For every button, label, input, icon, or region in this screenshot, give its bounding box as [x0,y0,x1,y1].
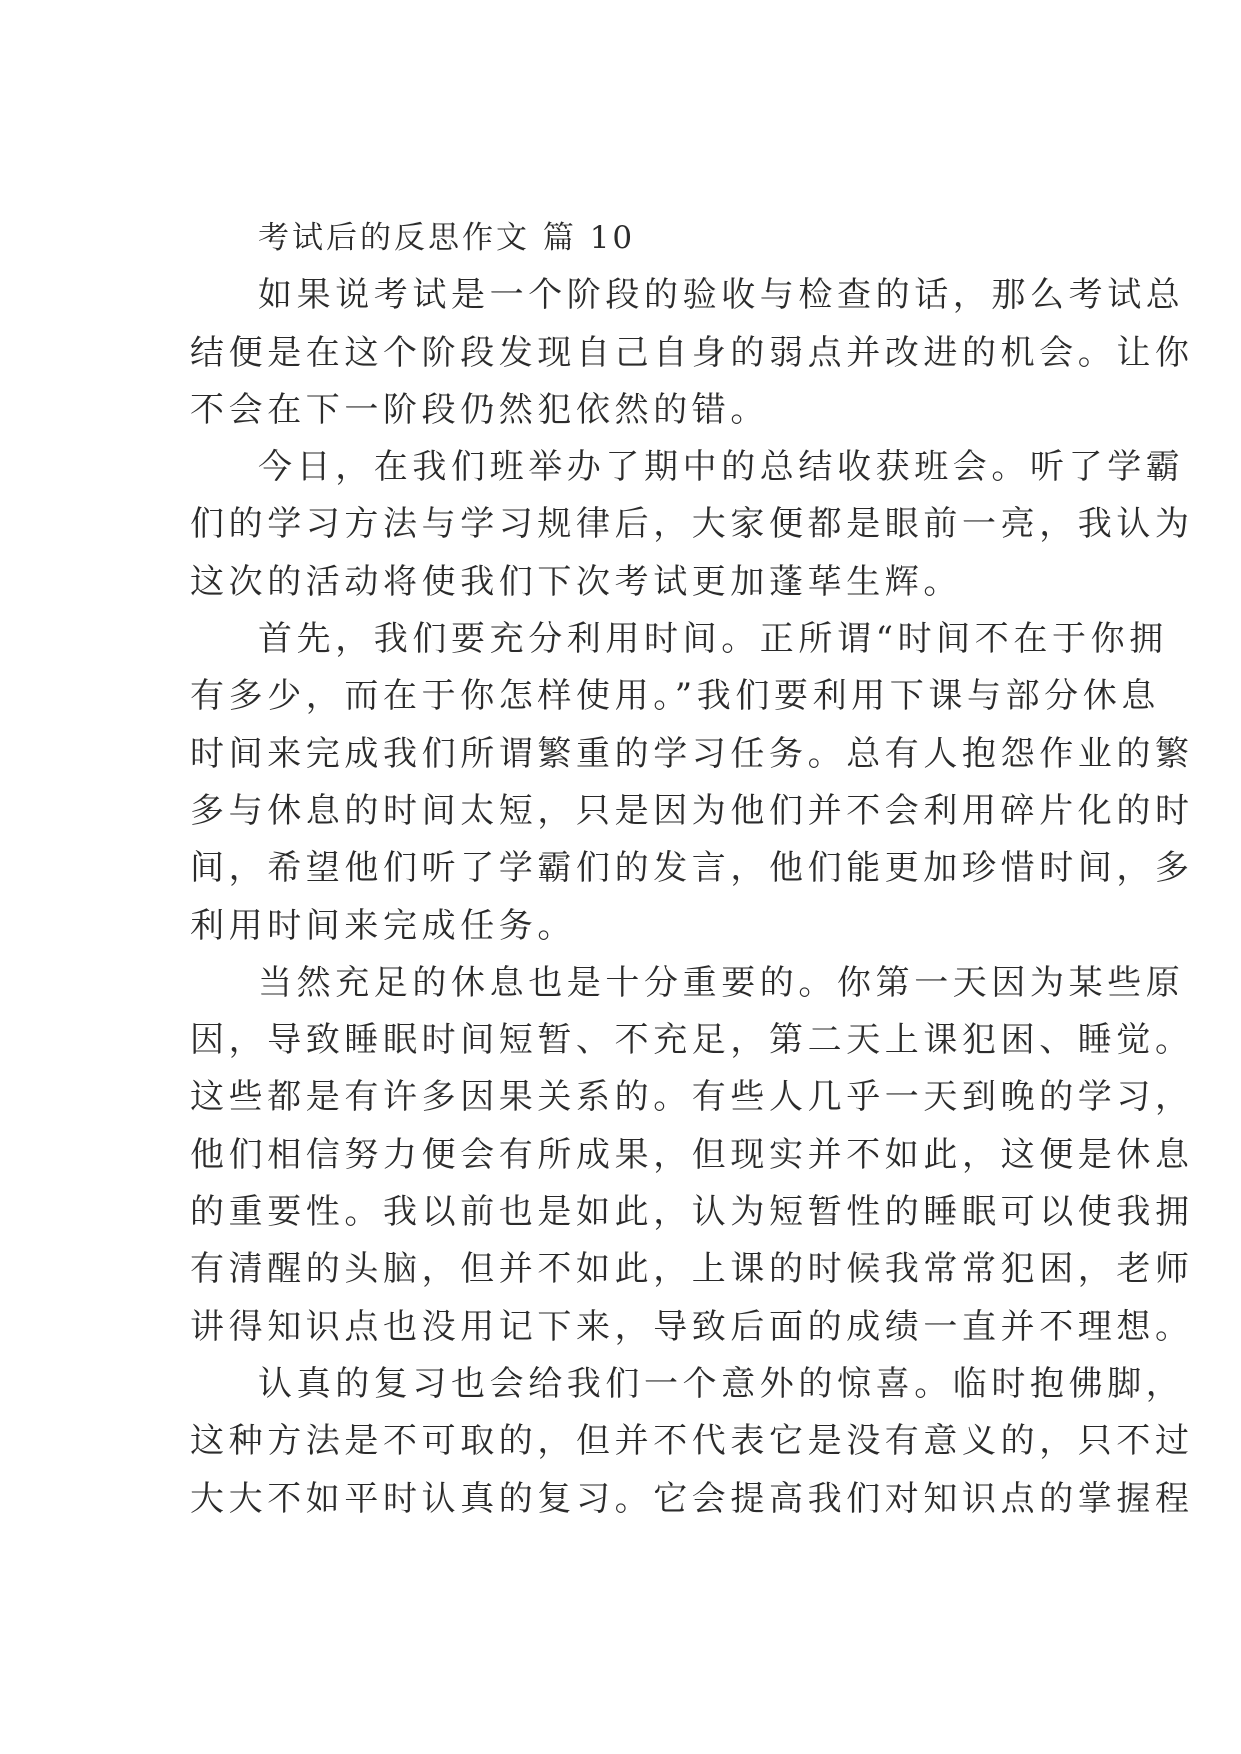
text-line: 时间来完成我们所谓繁重的学习任务。总有人抱怨作业的繁 [190,733,1194,774]
text-line: 有清醒的头脑，但并不如此，上课的时候我常常犯困，老师 [190,1249,1194,1290]
text-line: 们的学习方法与学习规律后，大家便都是眼前一亮，我认为 [190,504,1194,545]
text-line: 的重要性。我以前也是如此，认为短暂性的睡眠可以使我拥 [190,1192,1194,1233]
text-line: 结便是在这个阶段发现自己自身的弱点并改进的机会。让你 [190,332,1194,373]
paragraph-1 [190,267,1194,439]
text-line: 这次的活动将使我们下次考试更加蓬荜生辉。 [190,561,962,602]
paragraph-3 [190,611,1194,955]
text-line: 首先，我们要充分利用时间。正所谓“时间不在于你拥 [258,619,1168,660]
paragraph-5 [190,1356,1194,1528]
article-body [190,210,1194,1528]
paragraph-2 [190,439,1194,611]
text-line: 今日，在我们班举办了期中的总结收获班会。听了学霸 [258,447,1185,488]
text-line: 这些都是有许多因果关系的。有些人几乎一天到晚的学习， [190,1077,1194,1118]
text-line: 利用时间来完成任务。 [190,905,576,946]
text-line: 认真的复习也会给我们一个意外的惊喜。临时抱佛脚， [258,1363,1185,1404]
text-line: 多与休息的时间太短，只是因为他们并不会利用碎片化的时 [190,790,1194,831]
text-line: 这种方法是不可取的，但并不代表它是没有意义的，只不过 [190,1421,1194,1462]
text-line: 讲得知识点也没用记下来，导致后面的成绩一直并不理想。 [190,1306,1194,1347]
text-line: 大大不如平时认真的复习。它会提高我们对知识点的掌握程 [190,1478,1194,1519]
text-line: 当然充足的休息也是十分重要的。你第一天因为某些原 [258,962,1185,1003]
text-line: 间，希望他们听了学霸们的发言，他们能更加珍惜时间，多 [190,848,1194,889]
text-line: 不会在下一阶段仍然犯依然的错。 [190,389,769,430]
article-title: 考试后的反思作文 篇 10 [258,220,636,256]
text-line: 如果说考试是一个阶段的验收与检查的话，那么考试总 [258,275,1185,316]
text-line: 有多少，而在于你怎样使用。”我们要利用下课与部分休息 [190,676,1160,717]
paragraph-4 [190,955,1194,1356]
text-line: 因，导致睡眠时间短暂、不充足，第二天上课犯困、睡觉。 [190,1020,1194,1061]
text-line: 他们相信努力便会有所成果，但现实并不如此，这便是休息 [190,1134,1194,1175]
